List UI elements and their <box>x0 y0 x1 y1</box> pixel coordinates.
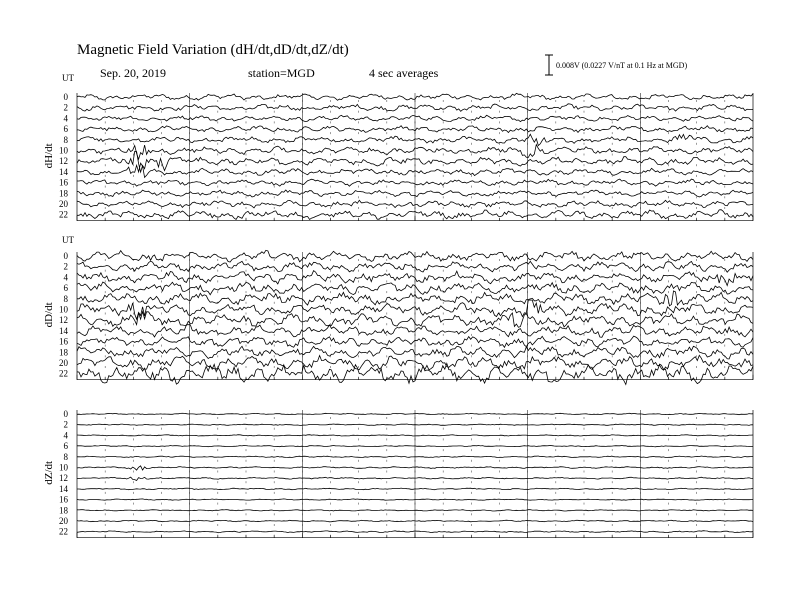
chart-title: Magnetic Field Variation (dH/dt,dD/dt,dZ/dt) <box>77 42 349 58</box>
row-label: 10 <box>59 462 68 473</box>
ut-label: UT <box>62 235 74 245</box>
row-label: 8 <box>63 134 68 145</box>
row-label: 6 <box>63 441 68 452</box>
row-label: 14 <box>59 483 68 494</box>
row-label: 16 <box>59 177 68 188</box>
row-label: 2 <box>63 261 68 272</box>
row-label: 2 <box>63 102 68 113</box>
station-label: station=MGD <box>248 66 315 80</box>
row-label: 12 <box>59 156 68 167</box>
panel-ylabel: dD/dt <box>43 302 55 328</box>
row-label: 12 <box>59 315 68 326</box>
scale-bar <box>545 55 687 75</box>
row-label: 4 <box>63 430 68 441</box>
row-label: 20 <box>59 516 68 526</box>
row-label: 16 <box>59 336 68 347</box>
row-label: 22 <box>59 209 68 220</box>
row-label: 10 <box>59 145 68 156</box>
panels <box>43 73 753 538</box>
row-label: 16 <box>59 494 68 505</box>
panel-ylabel: dZ/dt <box>43 460 55 485</box>
row-label: 20 <box>59 358 68 368</box>
row-label: 18 <box>59 505 68 516</box>
row-label: 0 <box>63 409 68 419</box>
averaging-label: 4 sec averages <box>369 66 439 80</box>
row-label: 18 <box>59 188 68 199</box>
row-label: 8 <box>63 451 68 462</box>
row-label: 0 <box>63 92 68 102</box>
row-label: 4 <box>63 113 68 124</box>
panel-dz-dt <box>43 409 753 538</box>
row-label: 14 <box>59 166 68 177</box>
scale-label: 0.008V (0.0227 V/nT at 0.1 Hz at MGD) <box>556 61 688 70</box>
panel-dh-dt <box>43 73 753 221</box>
row-label: 4 <box>63 272 68 283</box>
row-label: 8 <box>63 293 68 304</box>
row-label: 10 <box>59 304 68 315</box>
row-label: 18 <box>59 347 68 358</box>
row-label: 22 <box>59 368 68 379</box>
panel-dd-dt <box>43 235 753 385</box>
row-label: 12 <box>59 473 68 484</box>
ut-label: UT <box>62 73 74 83</box>
date-label: Sep. 20, 2019 <box>100 66 166 80</box>
row-label: 22 <box>59 526 68 537</box>
row-label: 6 <box>63 283 68 294</box>
panel-ylabel: dH/dt <box>43 143 55 169</box>
row-label: 2 <box>63 419 68 430</box>
row-label: 0 <box>63 251 68 261</box>
row-label: 6 <box>63 124 68 135</box>
row-label: 14 <box>59 325 68 336</box>
row-label: 20 <box>59 199 68 209</box>
